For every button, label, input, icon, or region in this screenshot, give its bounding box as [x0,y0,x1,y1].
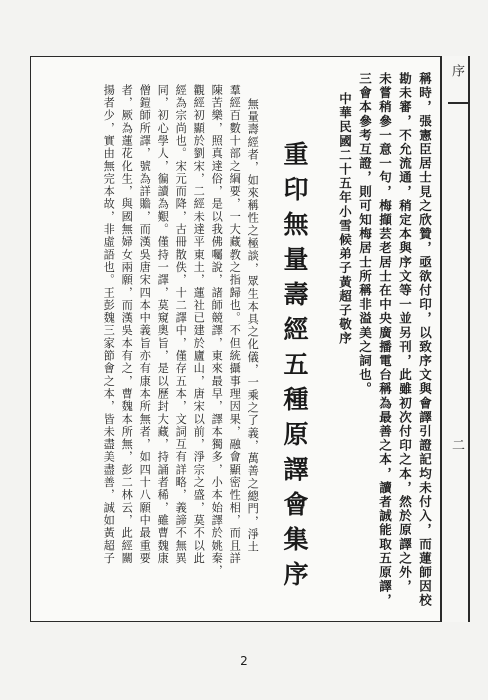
body-column-4: 觀經初顯於劉宋，二經未達平東土，蓮社已建於廬山，唐宋以前，淨宗之盛，莫不以此 [192,84,206,565]
body-column-8: 者，厥為蓮花化生，與國無婦女兩願，而漢吳本有之，曹魏本所無，彭二林云，此經關 [120,84,134,565]
body-column-5: 經為宗尚也。宋元而降，古冊散佚，十二譯中，僅存五本，文詞互有詳略，義諦不無異 [174,84,188,565]
preface-column-3: 未嘗稍參一意一句，梅擷芸老居士在中央廣播電台稱為最善之本，讀者誠能取五原譯， [377,72,393,608]
preface-column-1: 稱時，張憲臣居士見之欣贊，亟欲付印，以致序文與會譯引證記均未付入，而蓮師因校 [417,72,433,608]
section-label: 序 [449,64,464,77]
page-number: 2 [240,654,248,668]
body-column-7: 僧鎧師所譯，號為詳贍，而漢吳唐宋四本中義旨亦有康本所無者，如四十八願中最重要 [138,84,152,565]
preface-signoff: 中華民國二十五年小雪候弟子黃超子敬序 [337,92,353,346]
folio-label: 二 [449,438,464,451]
body-column-2: 羣經百數十部之綱要，一大藏教之指歸也。不但統攝事理因果，融會顯密性相，而且詳 [228,84,242,565]
page-title: 重印無量壽經五種原譯會集序 [280,141,309,596]
body-column-9: 揚者少，實由無完本故，非虛語也。王彭魏三家節會之本，皆未盡美盡善，誠如黃超子 [102,84,116,565]
body-column-1: 無量壽經者，如來稱性之極談，眾生本具之化儀，一乘之了義，萬善之總門，淨土 [246,98,260,554]
margin-column [440,56,470,622]
body-column-6: 同，初心學人，徧讀為艱。僅持一譯，莫窺奧旨，是以歷封大藏，持誦者稀，雖曹魏康 [156,84,170,565]
preface-column-4: 三會本參考互證，則可知梅居士所稱非溢美之詞也。 [357,72,373,397]
margin-rule [448,102,470,104]
body-column-3: 陳苦樂，照真達俗，是以我佛囑說，諸師競譯，東來最早，譯本獨多，小本始譯於姚秦， [210,84,224,578]
preface-column-2: 勘未審，不允流通，稍定本與序文等一並另刊，此雖初次付印之本，然於原譯之外， [397,72,413,594]
